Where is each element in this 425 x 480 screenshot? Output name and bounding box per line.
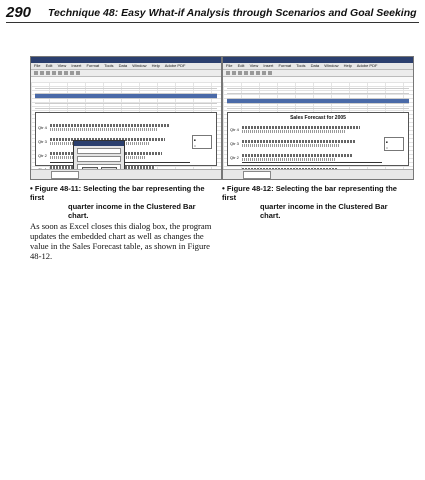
caption-label: Figure 48-11: xyxy=(34,184,82,193)
sales-forecast-table xyxy=(227,84,409,106)
caption-text-continued: quarter income in the Clustered Bar chart. xyxy=(68,202,196,220)
quarter-label: Qtr 3 xyxy=(230,141,239,146)
caption-bullet-icon: • xyxy=(30,184,33,193)
clustered-bar-chart xyxy=(35,112,217,166)
menu-help: Help xyxy=(343,63,352,68)
figure-48-11-screenshot xyxy=(30,56,222,180)
worksheet-grid xyxy=(223,82,413,170)
chart-axis xyxy=(242,162,382,163)
menu-edit: Edit xyxy=(45,63,53,68)
figure-48-12-screenshot xyxy=(222,56,414,180)
menu-tools: Tools xyxy=(104,63,114,68)
menu-file: File xyxy=(34,63,41,68)
menu-tools: Tools xyxy=(296,63,306,68)
excel-status-bar xyxy=(223,169,413,179)
chart-legend: ■ □ xyxy=(192,135,212,149)
excel-menu-bar xyxy=(31,63,221,70)
worksheet-grid xyxy=(31,82,221,170)
menu-data: Data xyxy=(310,63,320,68)
header-rule xyxy=(6,22,419,23)
figure-48-12-caption xyxy=(222,184,408,220)
caption-label: Figure 48-12: xyxy=(226,184,274,193)
caption-text: Selecting the bar representing the first xyxy=(30,184,205,202)
menu-format: Format xyxy=(278,63,292,68)
menu-adobe-pdf: Adobe PDF xyxy=(356,63,378,68)
sheet-tab xyxy=(243,171,271,179)
quarter-label: Qtr 2 xyxy=(230,155,239,160)
figure-48-11-caption xyxy=(30,184,216,220)
caption-bullet-icon: • xyxy=(222,184,225,193)
menu-insert: Insert xyxy=(71,63,82,68)
menu-view: View xyxy=(249,63,259,68)
menu-file: File xyxy=(226,63,233,68)
page-header xyxy=(6,4,419,34)
menu-help: Help xyxy=(151,63,160,68)
excel-status-bar xyxy=(31,169,221,179)
body-paragraph: As soon as Excel closes this dialog box, the program updates the embedded chart as well as changes the value in the Sales Forecast table, as shown in Figure 48-12. xyxy=(30,220,212,262)
running-title: Technique 48: Easy What-if Analysis through Scenarios and Goal Seeking xyxy=(48,7,417,19)
excel-toolbar xyxy=(31,70,221,77)
caption-text-continued: quarter income in the Clustered Bar chart. xyxy=(260,202,388,220)
sheet-tab xyxy=(51,171,79,179)
clustered-bar-chart xyxy=(227,112,409,166)
menu-window: Window xyxy=(132,63,147,68)
menu-insert: Insert xyxy=(263,63,274,68)
menu-window: Window xyxy=(324,63,339,68)
chart-title: Sales Forecast for 2005 xyxy=(290,115,346,121)
menu-view: View xyxy=(57,63,67,68)
page-number: 290 xyxy=(6,4,32,21)
menu-format: Format xyxy=(86,63,100,68)
quarter-label: Qtr 4 xyxy=(230,127,239,132)
quarter-label: Qtr 3 xyxy=(38,139,47,144)
caption-text: Selecting the bar representing the first xyxy=(222,184,397,202)
menu-adobe-pdf: Adobe PDF xyxy=(164,63,186,68)
sales-forecast-table xyxy=(35,84,217,106)
bar-group xyxy=(50,124,170,134)
menu-data: Data xyxy=(118,63,128,68)
bar-group xyxy=(242,126,362,136)
excel-toolbar xyxy=(223,70,413,77)
quarter-label: Qtr 2 xyxy=(38,153,47,158)
excel-menu-bar xyxy=(223,63,413,70)
chart-legend: ■ □ xyxy=(384,137,404,151)
bar-group xyxy=(242,140,362,150)
quarter-label: Qtr 4 xyxy=(38,125,47,130)
menu-edit: Edit xyxy=(237,63,245,68)
